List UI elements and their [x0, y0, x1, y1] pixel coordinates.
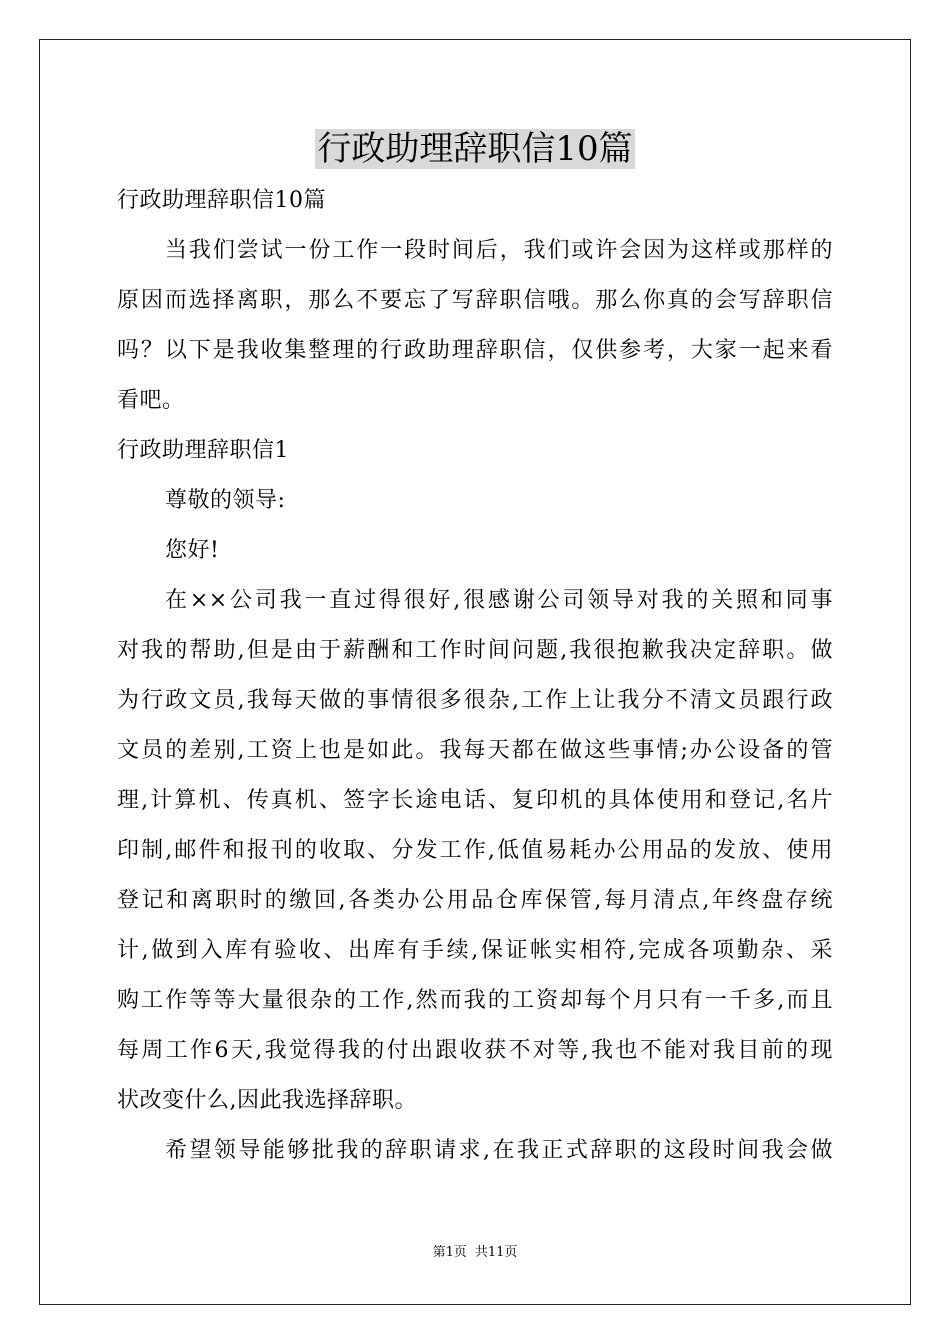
intro-line-1: 当我们尝试一份工作一段时间后，我们或许会因为这样或那样的: [165, 238, 833, 263]
page-number: 第1页: [432, 1245, 467, 1260]
greeting: 您好!: [165, 538, 220, 563]
document-subtitle: 行政助理辞职信10篇: [117, 188, 326, 213]
body-line-6: 印制,邮件和报刊的收取、分发工作,低值易耗办公用品的发放、使用: [117, 838, 833, 863]
salutation: 尊敬的领导:: [165, 488, 286, 513]
page-total: 共11页: [474, 1245, 518, 1260]
document-body: [117, 176, 833, 1176]
body-line-9: 购工作等等大量很杂的工作,然而我的工资却每个月只有一千多,而且: [117, 988, 833, 1013]
document-title-text: 行政助理辞职信10篇: [317, 129, 633, 169]
body-line-10: 每周工作6天,我觉得我的付出跟收获不对等,我也不能对我目前的现: [117, 1038, 833, 1063]
body-line-3: 为行政文员,我每天做的事情很多很杂,工作上让我分不清文员跟行政: [117, 688, 833, 713]
body-line-5: 理,计算机、传真机、签字长途电话、复印机的具体使用和登记,名片: [117, 788, 833, 813]
body-line-2: 对我的帮助,但是由于薪酬和工作时间问题,我很抱歉我决定辞职。做: [117, 638, 833, 663]
body-line-1: 在××公司我一直过得很好,很感谢公司领导对我的关照和同事: [165, 588, 833, 613]
page-footer: [0, 1243, 950, 1263]
intro-line-3: 吗？以下是我收集整理的行政助理辞职信，仅供参考，大家一起来看: [117, 338, 833, 363]
body-line-11: 状改变什么,因此我选择辞职。: [117, 1088, 417, 1113]
section-heading: 行政助理辞职信1: [117, 438, 289, 463]
closing-line-1: 希望领导能够批我的辞职请求,在我正式辞职的这段时间我会做: [165, 1138, 833, 1163]
document-title: [0, 124, 950, 174]
body-line-7: 登记和离职时的缴回,各类办公用品仓库保管,每月清点,年终盘存统: [117, 888, 833, 913]
intro-line-4: 看吧。: [117, 388, 185, 413]
intro-line-2: 原因而选择离职，那么不要忘了写辞职信哦。那么你真的会写辞职信: [117, 288, 833, 313]
body-line-8: 计,做到入库有验收、出库有手续,保证帐实相符,完成各项勤杂、采: [117, 938, 833, 963]
body-line-4: 文员的差别,工资上也是如此。我每天都在做这些事情;办公设备的管: [117, 738, 833, 763]
